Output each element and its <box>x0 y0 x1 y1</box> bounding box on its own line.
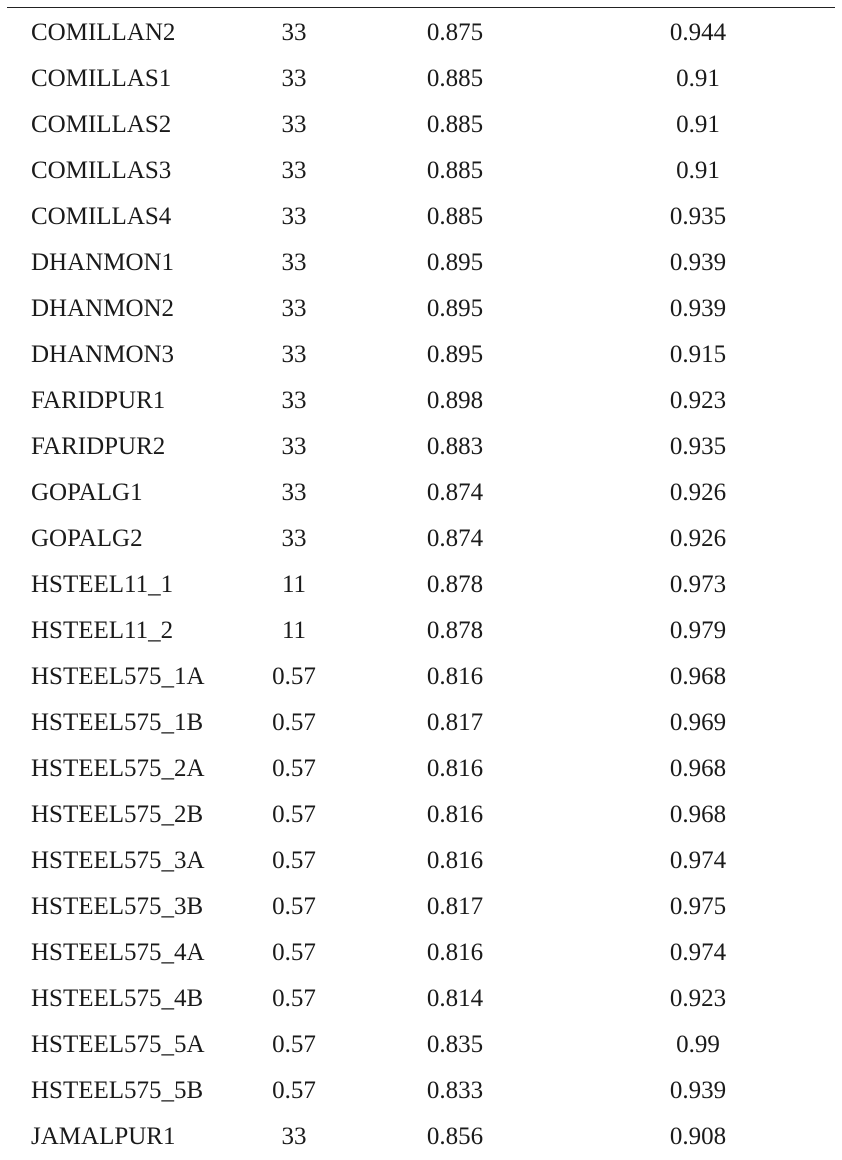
value-cell-1: 0.817 <box>426 709 484 736</box>
voltage-cell: 33 <box>281 19 307 46</box>
value-cell-2: 0.973 <box>669 571 727 598</box>
voltage-cell: 0.57 <box>272 709 316 736</box>
value-cell-2: 0.975 <box>669 893 727 920</box>
bus-name-cell: HSTEEL575_1A <box>31 663 205 690</box>
table-row <box>0 608 842 654</box>
value-cell-1: 0.895 <box>426 249 484 276</box>
table-row <box>0 332 842 378</box>
table-row <box>0 746 842 792</box>
table-row <box>0 378 842 424</box>
table-row <box>0 884 842 930</box>
table-row <box>0 194 842 240</box>
table-row <box>0 10 842 56</box>
bus-name-cell: DHANMON3 <box>31 341 175 368</box>
value-cell-1: 0.874 <box>426 479 484 506</box>
bus-name-cell: COMILLAS3 <box>31 157 172 184</box>
value-cell-2: 0.939 <box>669 295 727 322</box>
value-cell-1: 0.816 <box>426 663 484 690</box>
voltage-cell: 33 <box>281 387 307 414</box>
bus-name-cell: JAMALPUR1 <box>31 1123 176 1150</box>
value-cell-2: 0.935 <box>669 433 727 460</box>
voltage-cell: 0.57 <box>272 801 316 828</box>
voltage-cell: 33 <box>281 203 307 230</box>
bus-name-cell: HSTEEL575_1B <box>31 709 204 736</box>
value-cell-1: 0.874 <box>426 525 484 552</box>
value-cell-1: 0.856 <box>426 1123 484 1150</box>
value-cell-2: 0.91 <box>676 65 720 92</box>
table-row <box>0 1068 842 1114</box>
voltage-cell: 33 <box>281 295 307 322</box>
value-cell-1: 0.878 <box>426 617 484 644</box>
table-row <box>0 56 842 102</box>
value-cell-1: 0.885 <box>426 65 484 92</box>
bus-name-cell: COMILLAS2 <box>31 111 172 138</box>
value-cell-1: 0.816 <box>426 939 484 966</box>
voltage-cell: 0.57 <box>272 939 316 966</box>
value-cell-2: 0.908 <box>669 1123 727 1150</box>
voltage-cell: 11 <box>281 617 307 644</box>
value-cell-1: 0.883 <box>426 433 484 460</box>
bus-name-cell: HSTEEL575_2B <box>31 801 204 828</box>
value-cell-2: 0.923 <box>669 387 727 414</box>
voltage-cell: 0.57 <box>272 985 316 1012</box>
value-cell-2: 0.91 <box>676 157 720 184</box>
table-row <box>0 1022 842 1068</box>
voltage-cell: 33 <box>281 341 307 368</box>
bus-name-cell: HSTEEL575_2A <box>31 755 205 782</box>
value-cell-2: 0.944 <box>669 19 727 46</box>
value-cell-2: 0.969 <box>669 709 727 736</box>
bus-name-cell: HSTEEL11_2 <box>31 617 174 644</box>
table-row <box>0 286 842 332</box>
voltage-cell: 33 <box>281 433 307 460</box>
value-cell-1: 0.898 <box>426 387 484 414</box>
table-row <box>0 240 842 286</box>
voltage-cell: 33 <box>281 525 307 552</box>
table-row <box>0 562 842 608</box>
value-cell-1: 0.895 <box>426 295 484 322</box>
value-cell-1: 0.885 <box>426 111 484 138</box>
voltage-cell: 33 <box>281 157 307 184</box>
voltage-cell: 0.57 <box>272 755 316 782</box>
bus-name-cell: HSTEEL11_1 <box>31 571 174 598</box>
value-cell-2: 0.939 <box>669 1077 727 1104</box>
value-cell-2: 0.939 <box>669 249 727 276</box>
value-cell-1: 0.895 <box>426 341 484 368</box>
data-table <box>0 10 842 1160</box>
value-cell-1: 0.875 <box>426 19 484 46</box>
value-cell-2: 0.968 <box>669 755 727 782</box>
bus-name-cell: HSTEEL575_5A <box>31 1031 205 1058</box>
value-cell-2: 0.99 <box>676 1031 720 1058</box>
table-row <box>0 424 842 470</box>
bus-name-cell: HSTEEL575_3B <box>31 893 204 920</box>
value-cell-1: 0.817 <box>426 893 484 920</box>
voltage-cell: 11 <box>281 571 307 598</box>
value-cell-2: 0.926 <box>669 525 727 552</box>
bus-name-cell: DHANMON1 <box>31 249 175 276</box>
bus-name-cell: HSTEEL575_4B <box>31 985 204 1012</box>
voltage-cell: 33 <box>281 479 307 506</box>
value-cell-2: 0.915 <box>669 341 727 368</box>
bus-name-cell: COMILLAS4 <box>31 203 172 230</box>
voltage-cell: 0.57 <box>272 893 316 920</box>
value-cell-2: 0.974 <box>669 847 727 874</box>
table-row <box>0 976 842 1022</box>
value-cell-1: 0.816 <box>426 847 484 874</box>
bus-name-cell: FARIDPUR2 <box>31 433 166 460</box>
bus-name-cell: GOPALG2 <box>31 525 143 552</box>
value-cell-1: 0.814 <box>426 985 484 1012</box>
value-cell-2: 0.968 <box>669 801 727 828</box>
table-row <box>0 1114 842 1160</box>
table-row <box>0 700 842 746</box>
table-row <box>0 792 842 838</box>
value-cell-2: 0.968 <box>669 663 727 690</box>
voltage-cell: 0.57 <box>272 1077 316 1104</box>
value-cell-2: 0.974 <box>669 939 727 966</box>
bus-name-cell: FARIDPUR1 <box>31 387 166 414</box>
value-cell-1: 0.833 <box>426 1077 484 1104</box>
voltage-cell: 0.57 <box>272 847 316 874</box>
table-row <box>0 102 842 148</box>
value-cell-1: 0.816 <box>426 801 484 828</box>
voltage-cell: 0.57 <box>272 1031 316 1058</box>
bus-name-cell: HSTEEL575_4A <box>31 939 205 966</box>
value-cell-1: 0.885 <box>426 157 484 184</box>
value-cell-1: 0.885 <box>426 203 484 230</box>
bus-name-cell: GOPALG1 <box>31 479 143 506</box>
value-cell-2: 0.923 <box>669 985 727 1012</box>
table-row <box>0 148 842 194</box>
value-cell-2: 0.926 <box>669 479 727 506</box>
value-cell-2: 0.91 <box>676 111 720 138</box>
table-row <box>0 930 842 976</box>
table-row <box>0 516 842 562</box>
bus-name-cell: COMILLAS1 <box>31 65 172 92</box>
bus-name-cell: HSTEEL575_5B <box>31 1077 204 1104</box>
voltage-cell: 33 <box>281 1123 307 1150</box>
value-cell-1: 0.816 <box>426 755 484 782</box>
value-cell-1: 0.835 <box>426 1031 484 1058</box>
value-cell-2: 0.935 <box>669 203 727 230</box>
value-cell-2: 0.979 <box>669 617 727 644</box>
bus-name-cell: DHANMON2 <box>31 295 175 322</box>
table-top-rule <box>7 7 835 8</box>
value-cell-1: 0.878 <box>426 571 484 598</box>
voltage-cell: 0.57 <box>272 663 316 690</box>
table-row <box>0 654 842 700</box>
voltage-cell: 33 <box>281 249 307 276</box>
bus-name-cell: HSTEEL575_3A <box>31 847 205 874</box>
table-row <box>0 470 842 516</box>
bus-name-cell: COMILLAN2 <box>31 19 176 46</box>
table-row <box>0 838 842 884</box>
voltage-cell: 33 <box>281 65 307 92</box>
voltage-cell: 33 <box>281 111 307 138</box>
